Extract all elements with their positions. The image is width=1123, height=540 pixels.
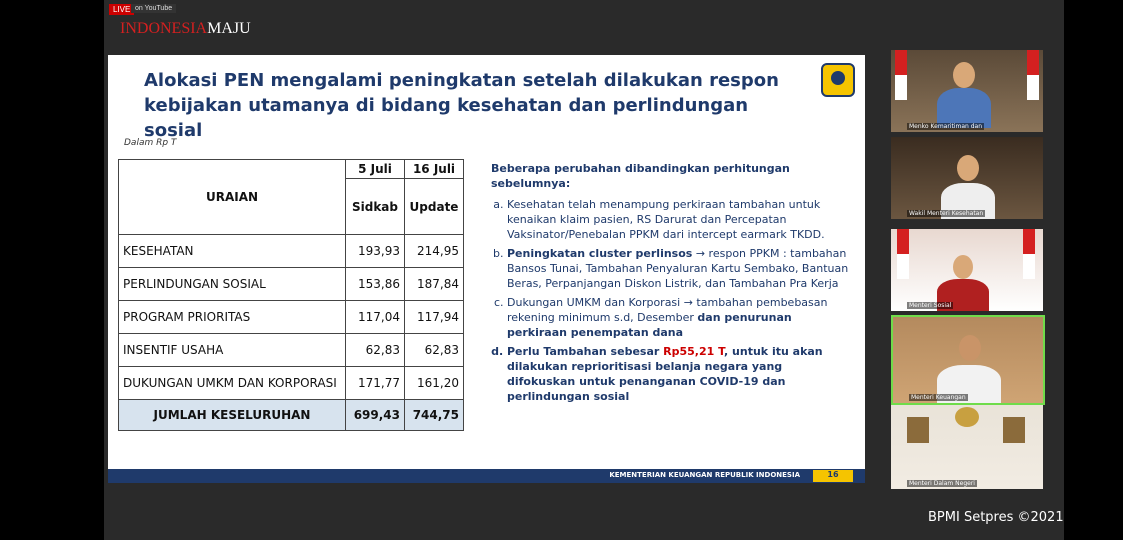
ministry-emblem-icon [821, 63, 855, 97]
header-col2-label: Update [405, 179, 464, 235]
unit-note: Dalam Rp T [124, 138, 177, 148]
garuda-emblem-icon [955, 407, 979, 427]
note-c-bold: dan penurunan perkiraan penempatan dana [507, 311, 792, 339]
table-row [119, 235, 464, 268]
presentation-slide [108, 55, 865, 483]
note-b-rest: → respon PPKM : tambahan Bansos Tunai, Tambahan Penyaluran Kartu Sembako, Bantuan Beras, Perpanjangan Diskon Listrik, dan Tambahan Pra Kerja [507, 247, 849, 290]
total-sidkab: 699,43 [346, 400, 405, 431]
footer-page-number: 16 [813, 470, 853, 482]
participant-caption: Menteri Dalam Negeri [909, 480, 975, 487]
row-label: KESEHATAN [119, 235, 346, 268]
row-value-sidkab: 62,83 [346, 334, 405, 367]
row-label: INSENTIF USAHA [119, 334, 346, 367]
row-value-sidkab: 117,04 [346, 301, 405, 334]
table-row [119, 268, 464, 301]
flag-icon [1023, 229, 1035, 279]
footer-org: KEMENTERIAN KEUANGAN REPUBLIK INDONESIA [609, 471, 800, 479]
notes-list [491, 197, 851, 404]
participant-tile[interactable] [891, 405, 1043, 489]
participant-tile[interactable] [891, 137, 1043, 219]
participant-tile[interactable] [891, 229, 1043, 311]
note-d-post: , untuk itu akan dilakukan reprioritisasi belanja negara yang difokuskan untuk penanganan COVID-19 dan perlindungan sosial [507, 345, 823, 403]
participant-caption: Menteri Keuangan [911, 394, 966, 401]
pen-allocation-table [118, 159, 464, 431]
row-label: DUKUNGAN UMKM DAN KORPORASI [119, 367, 346, 400]
logo-part1: INDONESIA [120, 20, 208, 37]
header-col2-date: 16 Juli [405, 160, 464, 179]
row-value-update: 214,95 [405, 235, 464, 268]
participant-tile[interactable] [891, 50, 1043, 132]
notes-panel [491, 161, 851, 408]
broadcast-logo [120, 20, 251, 38]
table-row [119, 301, 464, 334]
total-update: 744,75 [405, 400, 464, 431]
notes-intro: Beberapa perubahan dibandingkan perhitungan sebelumnya: [491, 162, 790, 190]
note-a: a. Kesehatan telah menampung perkiraan tambahan untuk kenaikan klaim pasien, RS Darurat dan Percepatan Vaksinator/Penebalan PPKM dari intercept earmark TKDD. [507, 197, 851, 242]
row-value-sidkab: 153,86 [346, 268, 405, 301]
slide-footer [108, 469, 865, 483]
note-b-bold: Peningkatan cluster perlinsos [507, 247, 693, 260]
table-row [119, 367, 464, 400]
avatar-body [937, 88, 991, 128]
participant-caption: Menko Kemaritiman dan [909, 123, 983, 130]
row-label: PERLINDUNGAN SOSIAL [119, 268, 346, 301]
row-value-update: 187,84 [405, 268, 464, 301]
row-value-sidkab: 193,93 [346, 235, 405, 268]
avatar [953, 255, 973, 279]
participant-tile-active-speaker[interactable] [891, 315, 1045, 405]
header-col1-label: Sidkab [346, 179, 405, 235]
copyright-text: BPMI Setpres ©2021 [928, 510, 1064, 525]
slide-title: Alokasi PEN mengalami peningkatan setelah dilakukan respon kebijakan utamanya di bidang kesehatan dan perlindungan sosial [144, 70, 779, 141]
note-c-plain: Dukungan UMKM dan Korporasi → tambahan pembebasan rekening minimum s.d, Desember [507, 296, 828, 324]
flag-icon [1027, 50, 1039, 100]
participant-caption: Menteri Sosial [909, 302, 952, 309]
note-c [507, 295, 851, 340]
avatar [953, 62, 975, 88]
row-value-update: 62,83 [405, 334, 464, 367]
header-uraian: URAIAN [119, 160, 346, 235]
avatar [957, 155, 979, 181]
avatar [959, 335, 981, 361]
row-value-update: 161,20 [405, 367, 464, 400]
portrait-frame-icon [907, 417, 929, 443]
note-d [507, 344, 851, 404]
platform-badge: on YouTube [131, 4, 176, 13]
portrait-frame-icon [1003, 417, 1025, 443]
row-value-update: 117,94 [405, 301, 464, 334]
logo-part2: MAJU [207, 20, 251, 37]
total-row [119, 400, 464, 431]
note-d-pre: Perlu Tambahan sebesar [507, 345, 664, 358]
header-col1-date: 5 Juli [346, 160, 405, 179]
flag-icon [895, 50, 907, 100]
note-d-amount: Rp55,21 T [663, 345, 725, 358]
flag-icon [897, 229, 909, 279]
table-row [119, 334, 464, 367]
row-value-sidkab: 171,77 [346, 367, 405, 400]
live-badge: LIVE [109, 4, 134, 15]
note-b [507, 246, 851, 291]
participant-caption: Wakil Menteri Kesehatan [909, 210, 984, 217]
total-label: JUMLAH KESELURUHAN [119, 400, 346, 431]
row-label: PROGRAM PRIORITAS [119, 301, 346, 334]
